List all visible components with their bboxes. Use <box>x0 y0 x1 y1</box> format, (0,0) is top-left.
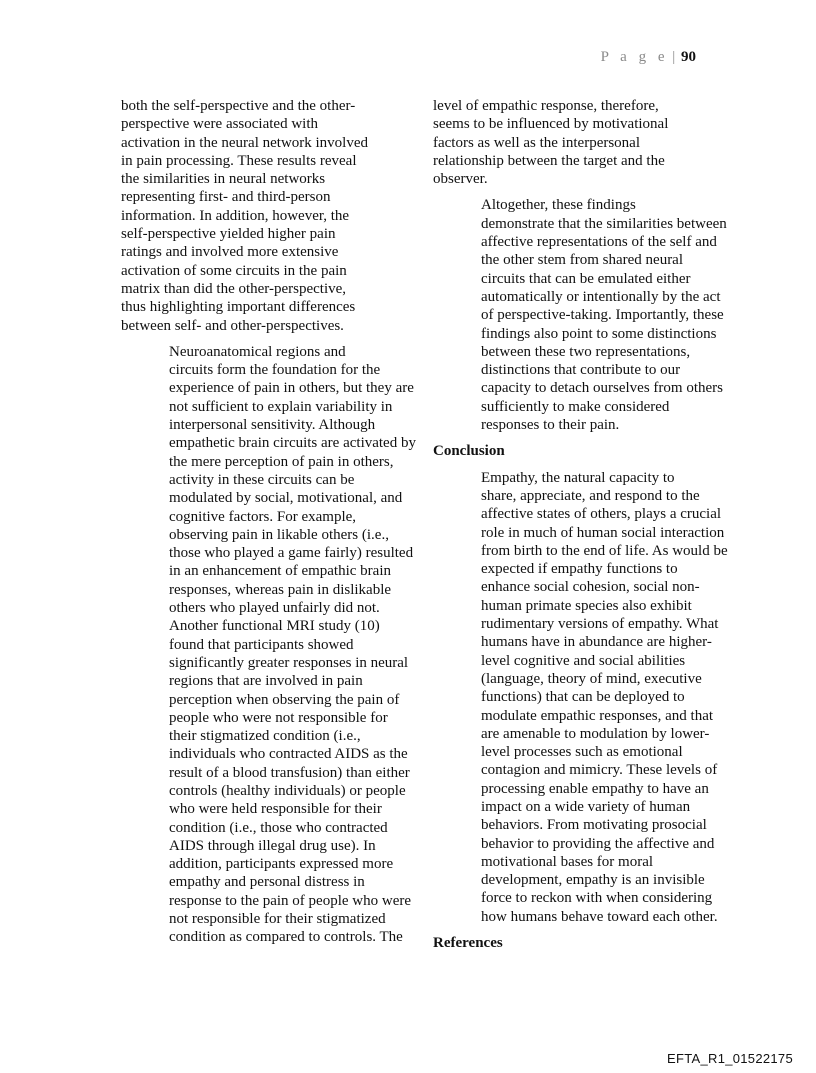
text-line: perception when observing the pain of <box>169 691 400 708</box>
text-line: thus highlighting important differences <box>121 299 356 316</box>
text-line: level cognitive and social abilities <box>481 652 686 669</box>
text-line: sufficiently to make considered <box>481 398 670 415</box>
text-line: factors as well as the interpersonal <box>433 134 641 151</box>
text-line: those who played a game fairly) resulted <box>169 545 414 562</box>
text-line: role in much of human social interaction <box>481 524 725 541</box>
text-line: ratings and involved more extensive <box>121 244 339 261</box>
text-line: condition (i.e., those who contracted <box>169 819 388 836</box>
text-line: human primate species also exhibit <box>481 597 692 614</box>
text-line: interpersonal sensitivity. Although <box>169 417 376 434</box>
text-line: level processes such as emotional <box>481 744 683 761</box>
text-line: not sufficient to explain variability in <box>169 398 393 415</box>
text-line: motivational bases for moral <box>481 853 654 870</box>
text-line: of perspective-taking. Importantly, these <box>481 307 724 324</box>
text-line: in pain processing. These results reveal <box>121 152 357 169</box>
text-line: rudimentary versions of empathy. What <box>481 616 719 633</box>
left-column <box>121 97 416 955</box>
text-line: level of empathic response, therefore, <box>433 98 659 114</box>
text-line: seems to be influenced by motivational <box>433 116 669 133</box>
text-line: Neuroanatomical regions and <box>169 343 346 360</box>
text-line: behavior to providing the affective and <box>481 835 715 852</box>
text-line: force to reckon with when considering <box>481 890 713 907</box>
text-line: the mere perception of pain in others, <box>169 453 394 470</box>
paragraph-empathic-response <box>433 97 700 188</box>
text-line: the similarities in neural networks <box>121 171 326 188</box>
text-line: condition as compared to controls. The <box>169 929 403 946</box>
paragraph-altogether <box>433 196 727 434</box>
text-line: affective states of others, plays a crucial <box>481 506 722 523</box>
text-line: Empathy, the natural capacity to <box>481 469 675 486</box>
text-line: representing first- and third-person <box>121 189 331 206</box>
text-line: development, empathy is an invisible <box>481 872 705 889</box>
text-line: (language, theory of mind, executive <box>481 670 702 687</box>
text-line: who were held responsible for their <box>169 801 382 818</box>
text-line: their stigmatized condition (i.e., <box>169 728 361 745</box>
text-line: significantly greater responses in neural <box>169 654 409 671</box>
text-line: experience of pain in others, but they are <box>169 380 414 397</box>
text-line: expected if empathy functions to <box>481 561 678 578</box>
text-line: matrix than did the other-perspective, <box>121 280 347 297</box>
text-line: contagion and mimicry. These levels of <box>481 762 718 779</box>
text-line: between self- and other-perspectives. <box>121 317 344 334</box>
text-line: controls (healthy individuals) or people <box>169 782 406 799</box>
text-line: from birth to the end of life. As would be <box>481 542 728 559</box>
text-line: humans have in abundance are higher- <box>481 634 712 651</box>
text-line: activation of some circuits in the pain <box>121 262 347 279</box>
text-line: response to the pain of people who were <box>169 892 412 909</box>
text-line: in an enhancement of empathic brain <box>169 563 391 580</box>
text-line: modulate empathic responses, and that <box>481 707 714 724</box>
text-line: perspective were associated with <box>121 116 318 133</box>
references-heading: References <box>433 935 503 952</box>
text-line: affective representations of the self and <box>481 234 717 251</box>
paragraph-conclusion <box>433 469 728 926</box>
text-line: distinctions that contribute to our <box>481 362 681 379</box>
text-line: empathetic brain circuits are activated by <box>169 435 416 452</box>
text-line: how humans behave toward each other. <box>481 908 718 925</box>
document-id: EFTA_R1_01522175 <box>667 1051 793 1066</box>
text-line: share, appreciate, and respond to the <box>481 487 700 504</box>
text-line: people who were not responsible for <box>169 709 388 726</box>
text-line: responses to their pain. <box>481 417 620 434</box>
text-line: capacity to detach ourselves from others <box>481 380 723 397</box>
text-line: findings also point to some distinctions <box>481 325 717 342</box>
text-line: individuals who contracted AIDS as the <box>169 746 408 763</box>
text-line: relationship between the target and the <box>433 152 665 169</box>
text-line: Altogether, these findings <box>481 197 636 214</box>
text-line: automatically or intentionally by the act <box>481 288 721 305</box>
text-line: functions) that can be deployed to <box>481 689 685 706</box>
text-line: enhance social cohesion, social non- <box>481 579 700 596</box>
text-line: not responsible for their stigmatized <box>169 911 386 928</box>
text-line: observer. <box>433 171 488 188</box>
text-line: modulated by social, motivational, and <box>169 490 403 507</box>
page-label: P a g e <box>600 49 669 65</box>
text-line: self-perspective yielded higher pain <box>121 226 336 243</box>
text-line: responses, whereas pain in dislikable <box>169 581 392 598</box>
text-line: addition, participants expressed more <box>169 856 394 873</box>
text-line: found that participants showed <box>169 636 354 653</box>
text-line: between these two representations, <box>481 343 691 360</box>
page-number: 90 <box>681 49 696 65</box>
right-column <box>433 97 728 960</box>
text-line: both the self-perspective and the other- <box>121 98 356 114</box>
text-line: behaviors. From motivating prosocial <box>481 817 707 834</box>
text-line: Another functional MRI study (10) <box>169 618 380 635</box>
page-separator: | <box>672 49 676 65</box>
text-line: others who played unfairly did not. <box>169 600 380 617</box>
text-line: information. In addition, however, the <box>121 207 350 224</box>
text-line: result of a blood transfusion) than either <box>169 764 410 781</box>
text-line: empathy and personal distress in <box>169 874 365 891</box>
page-header <box>601 49 696 66</box>
paragraph-neuroanatomical <box>121 343 416 947</box>
text-line: regions that are involved in pain <box>169 673 363 690</box>
text-line: processing enable empathy to have an <box>481 780 709 797</box>
text-line: observing pain in likable others (i.e., <box>169 526 389 543</box>
text-line: AIDS through illegal drug use). In <box>169 837 376 854</box>
text-line: impact on a wide variety of human <box>481 798 691 815</box>
text-line: demonstrate that the similarities between <box>481 215 727 232</box>
text-line: the other stem from shared neural <box>481 252 684 269</box>
paragraph-self-perspective <box>121 97 389 335</box>
text-line: circuits that can be emulated either <box>481 270 691 287</box>
text-line: activation in the neural network involved <box>121 134 369 151</box>
conclusion-heading: Conclusion <box>433 443 505 460</box>
text-line: cognitive factors. For example, <box>169 508 357 525</box>
text-line: are amenable to modulation by lower- <box>481 725 710 742</box>
text-line: circuits form the foundation for the <box>169 362 381 379</box>
text-line: activity in these circuits can be <box>169 471 355 488</box>
